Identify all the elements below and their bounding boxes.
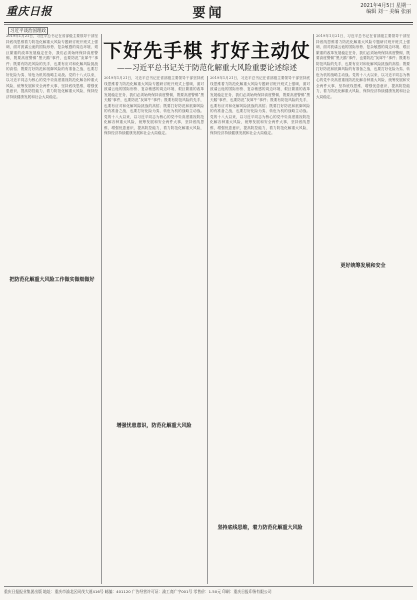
newspaper-logo: 重庆日报	[6, 5, 52, 18]
footer-rule	[4, 586, 413, 587]
section-subtitle-4: 更好统筹发展和安全	[316, 262, 410, 269]
date-block	[360, 3, 411, 15]
section-title: 要闻	[192, 6, 225, 21]
headline: 下好先手棋 打好主动仗	[103, 40, 311, 62]
column-tag: 习近平谈治国理政	[10, 29, 46, 34]
editor-line: 编辑 刘一 美编 张丽	[366, 9, 411, 15]
column-divider	[207, 76, 208, 584]
section-subtitle-2: 增强忧患意识，防范化解重大风险	[104, 422, 204, 429]
article-column-2: 2019年1月21日，习近平总书记在省部级主要领导干部坚持底线思维着力防范化解重大风险专题研讨班开班式上强调，面对波谲云诡的国际形势、复杂敏感的周边环境、艰巨繁重的改革发展稳定任务，我们必须始终保持高度警惕，既要高度警惕“黑天鹅”事件，也要防范“灰犀牛”事件；既要有防范风险的先手，也要有应对和化解风险挑战的高招；既要打好防范和抵御风险的有准备之战，也要打好化险为夷、转危为机的战略主动战。党的十八大以来，以习近平同志为核心的党中央高度重视防范化解各种重大风险，统筹发展和安全两件大事，坚持底线思维，增强忧患意识，提高防控能力，着力防范化解重大风险，保持经济持续健康发展和社会大局稳定。	[104, 76, 204, 135]
section-subtitle-3: 坚持底线思维，着力防范化解重大风险	[210, 524, 310, 531]
column-divider	[101, 34, 102, 584]
article-column-4: 2019年1月21日，习近平总书记在省部级主要领导干部坚持底线思维着力防范化解重大风险专题研讨班开班式上强调，面对波谲云诡的国际形势、复杂敏感的周边环境、艰巨繁重的改革发展稳定任务，我们必须始终保持高度警惕，既要高度警惕“黑天鹅”事件，也要防范“灰犀牛”事件；既要有防范风险的先手，也要有应对和化解风险挑战的高招；既要打好防范和抵御风险的有准备之战，也要打好化险为夷、转危为机的战略主动战。党的十八大以来，以习近平同志为核心的党中央高度重视防范化解各种重大风险，统筹发展和安全两件大事，坚持底线思维，增强忧患意识，提高防控能力，着力防范化解重大风险，保持经济持续健康发展和社会大局稳定。	[316, 34, 410, 99]
section-subtitle-1: 把防范化解重大风险工作做实做细做好	[6, 276, 98, 283]
subhead: ——习近平总书记关于防范化解重大风险重要论述综述	[117, 63, 297, 72]
article-column-3: 2019年1月21日，习近平总书记在省部级主要领导干部坚持底线思维着力防范化解重大风险专题研讨班开班式上强调，面对波谲云诡的国际形势、复杂敏感的周边环境、艰巨繁重的改革发展稳定任务，我们必须始终保持高度警惕，既要高度警惕“黑天鹅”事件，也要防范“灰犀牛”事件；既要有防范风险的先手，也要有应对和化解风险挑战的高招；既要打好防范和抵御风险的有准备之战，也要打好化险为夷、转危为机的战略主动战。党的十八大以来，以习近平同志为核心的党中央高度重视防范化解各种重大风险，统筹发展和安全两件大事，坚持底线思维，增强忧患意识，提高防控能力，着力防范化解重大风险，保持经济持续健康发展和社会大局稳定。	[210, 76, 310, 135]
masthead-rule-thin	[4, 24, 413, 25]
column-divider	[313, 34, 314, 584]
masthead-rule	[4, 22, 413, 23]
masthead	[0, 0, 417, 22]
article-column-1: 2019年1月21日，习近平总书记在省部级主要领导干部坚持底线思维着力防范化解重大风险专题研讨班开班式上强调，面对波谲云诡的国际形势、复杂敏感的周边环境、艰巨繁重的改革发展稳定任务，我们必须始终保持高度警惕，既要高度警惕“黑天鹅”事件，也要防范“灰犀牛”事件；既要有防范风险的先手，也要有应对和化解风险挑战的高招；既要打好防范和抵御风险的有准备之战，也要打好化险为夷、转危为机的战略主动战。党的十八大以来，以习近平同志为核心的党中央高度重视防范化解各种重大风险，统筹发展和安全两件大事，坚持底线思维，增强忧患意识，提高防控能力，着力防范化解重大风险，保持经济持续健康发展和社会大局稳定。	[6, 34, 98, 99]
footer-info: 重庆日报报业集团出版 地址：重庆市渝北区同茂大道416号 邮编：401120 广告经营许可证：渝工商广字001号 零售价：1.50元 印刷：重庆日报印务有限公司	[4, 589, 272, 594]
date-line: 2021年4月5日 星期一	[360, 3, 411, 9]
